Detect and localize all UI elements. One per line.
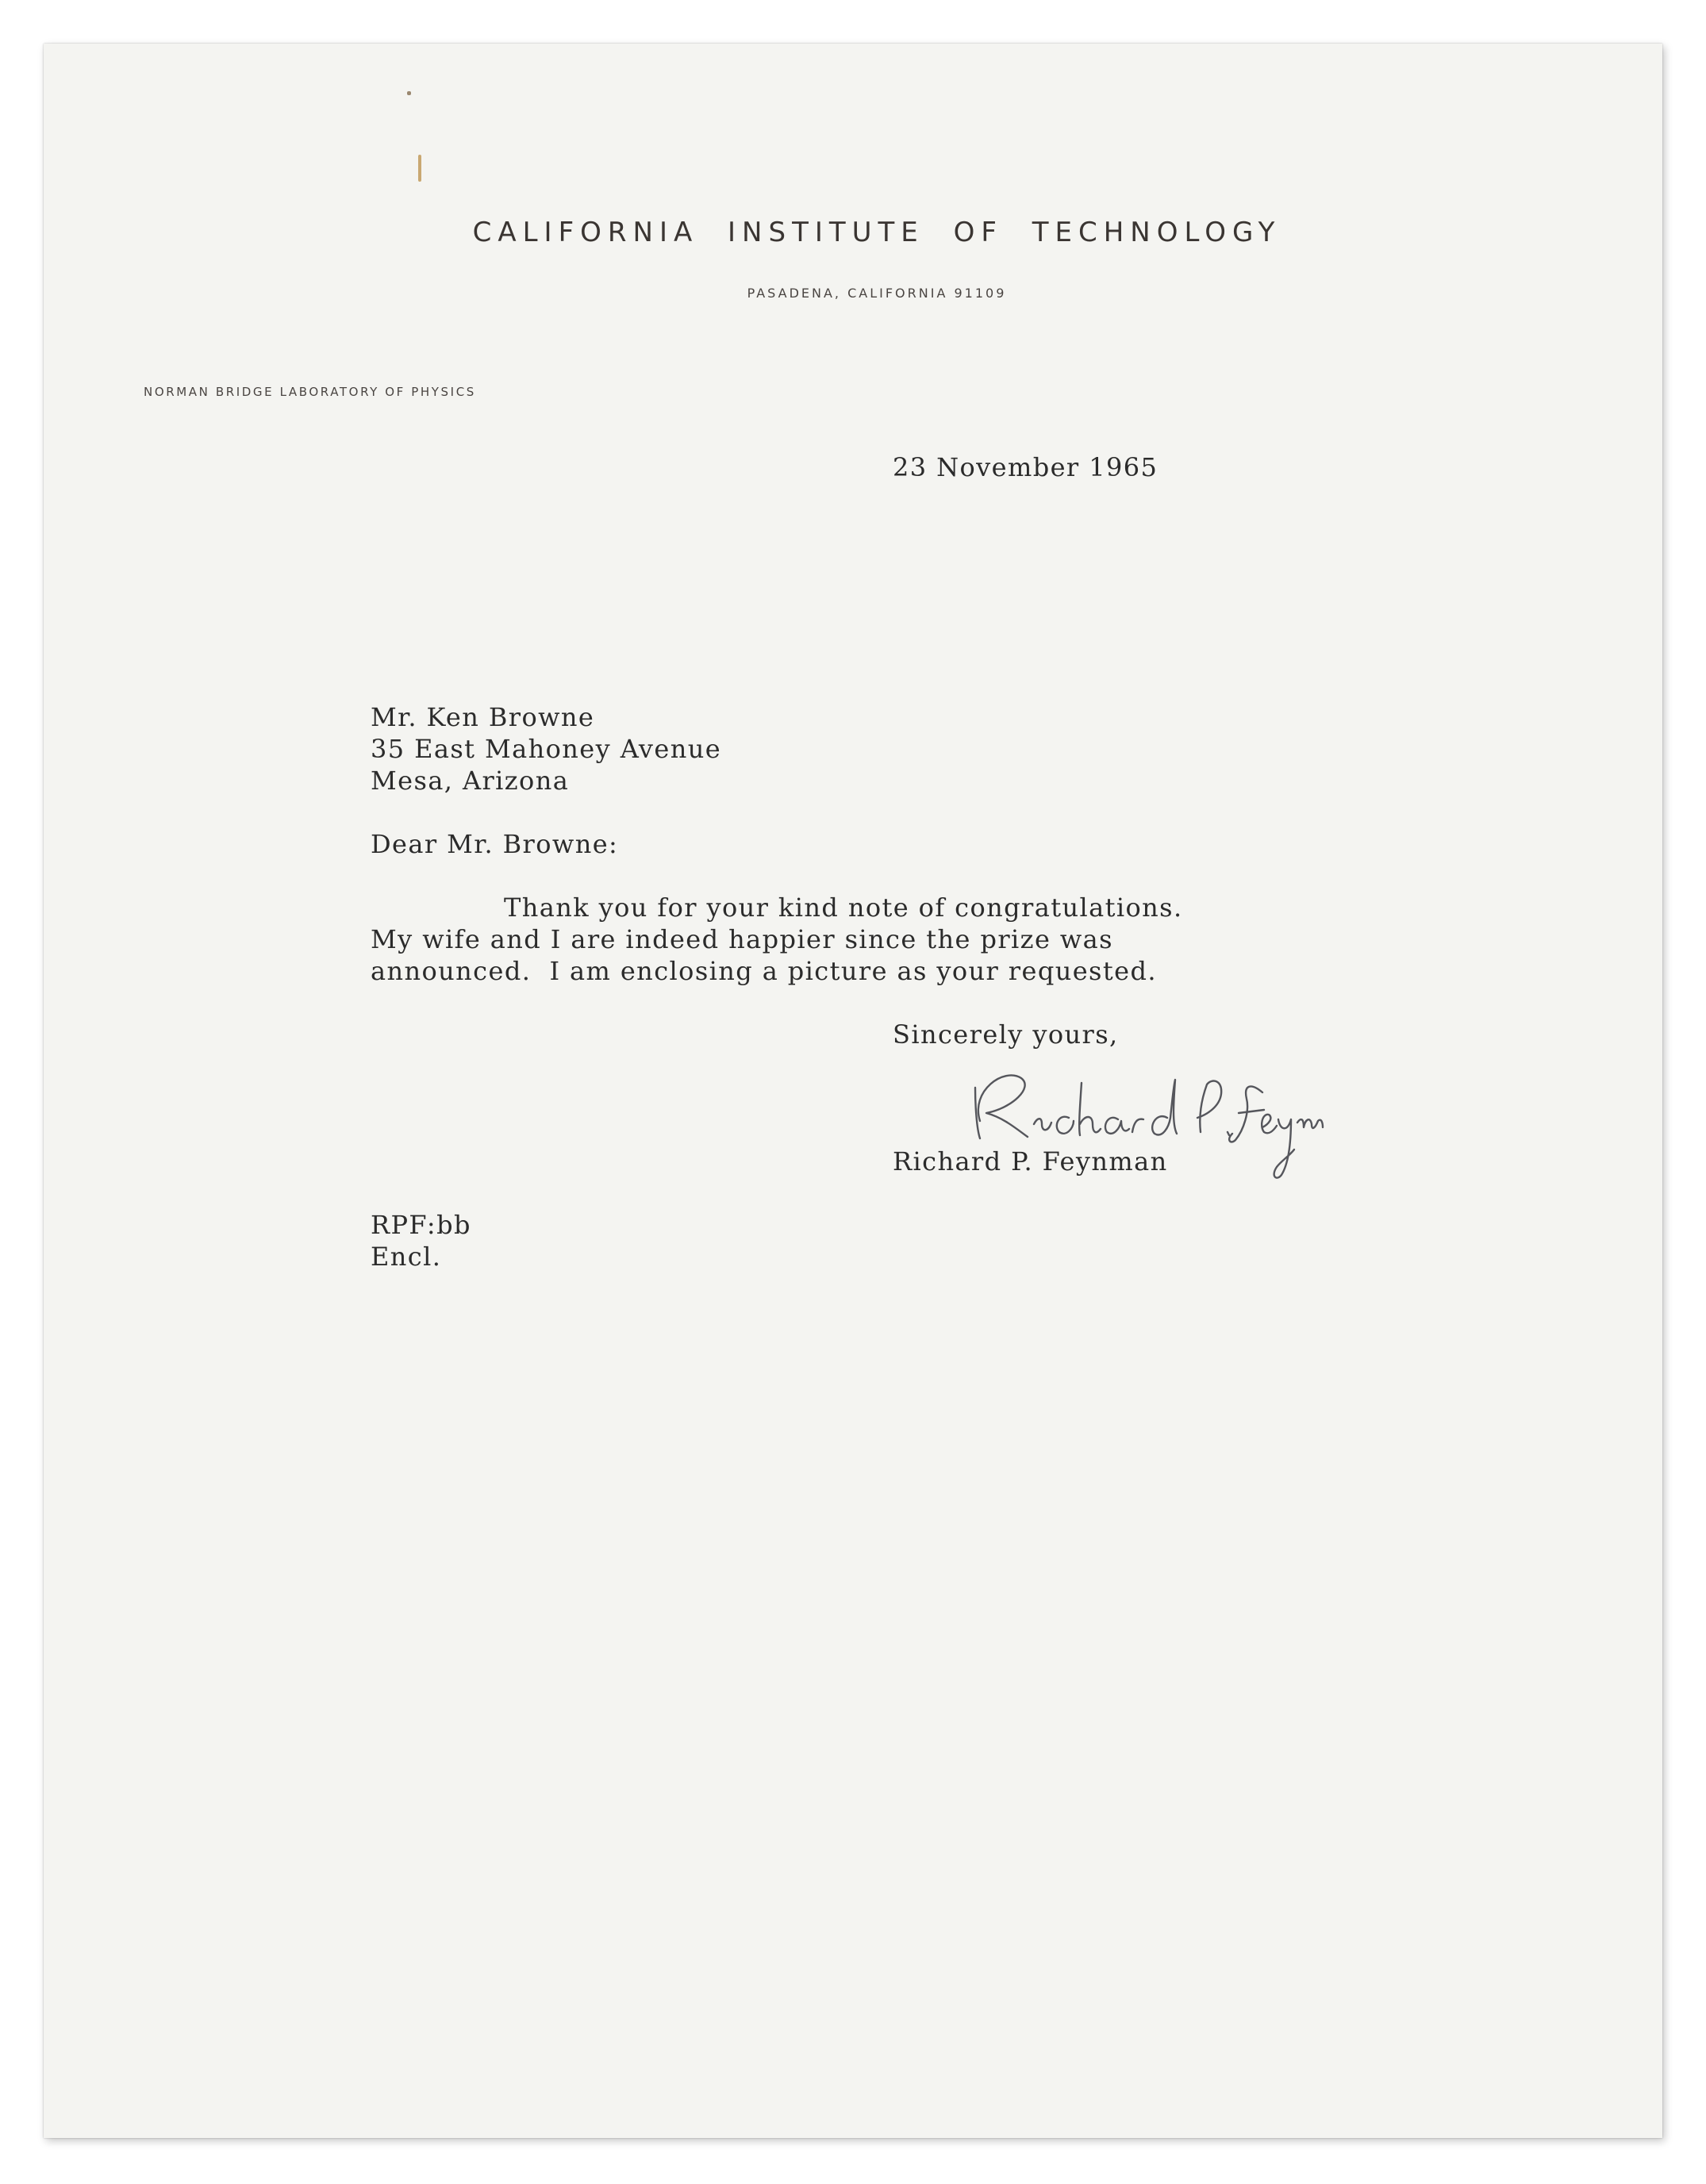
typed-signer-name: Richard P. Feynman [893,1146,1168,1176]
recipient-name: Mr. Ken Browne [371,702,595,732]
letter-sheet [44,44,1662,2138]
letter-date: 23 November 1965 [893,452,1158,482]
handwritten-signature [948,1035,1329,1218]
paper-speck [407,91,411,95]
salutation: Dear Mr. Browne: [371,829,619,859]
enclosure-note: Encl. [371,1242,442,1272]
paper-stain [418,155,421,182]
body-line: My wife and I are indeed happier since the prize was [371,924,1113,954]
letterhead-institution: CALIFORNIA INSTITUTE OF TECHNOLOGY [472,217,1281,248]
body-line: announced. I am enclosing a picture as your requested. [371,956,1157,986]
closing: Sincerely yours, [893,1019,1119,1050]
reference-initials: RPF:bb [371,1210,471,1240]
recipient-street: 35 East Mahoney Avenue [371,734,722,764]
letterhead-city: PASADENA, CALIFORNIA 91109 [747,286,1007,301]
body-line: Thank you for your kind note of congratulations. [504,892,1183,923]
letterhead-department: NORMAN BRIDGE LABORATORY OF PHYSICS [144,385,476,399]
recipient-city: Mesa, Arizona [371,766,570,796]
